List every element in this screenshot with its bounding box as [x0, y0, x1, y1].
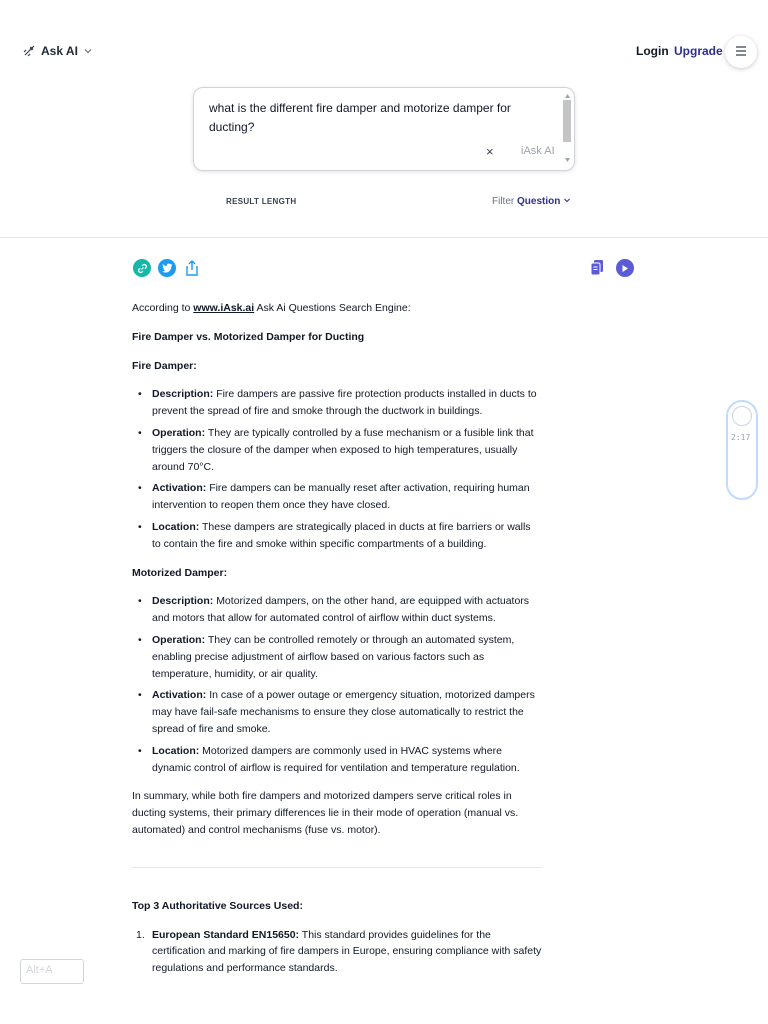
- search-box[interactable]: [193, 87, 575, 171]
- item-text: They can be controlled remotely or through an automated system, enabling precise adjustment of airflow based on various factors such as temperature, humidity, or air quality.: [152, 633, 515, 680]
- clear-icon[interactable]: ×: [486, 144, 494, 159]
- hamburger-icon: [735, 43, 747, 61]
- item-text: Fire dampers are passive fire protection products installed in ducts to prevent the spread of fire and smoke through the ductwork in buildings.: [152, 388, 537, 418]
- chevron-down-icon: [563, 196, 571, 207]
- fire-damper-list: [132, 386, 542, 552]
- search-input[interactable]: what is the different fire damper and motorize damper for ducting?: [209, 101, 511, 134]
- progress-ring-icon: [732, 406, 752, 426]
- answer-title: Fire Damper vs. Motorized Damper for Ducting: [132, 330, 365, 343]
- audio-timer-widget[interactable]: [726, 400, 758, 500]
- list-item: [132, 743, 542, 777]
- timer-value: 2:17: [731, 433, 751, 442]
- filter-dropdown[interactable]: [492, 196, 571, 207]
- intro-prefix: According to: [132, 302, 191, 314]
- item-label: Operation:: [152, 426, 206, 439]
- item-text: In case of a power outage or emergency situation, motorized dampers may have fail-safe mechanisms to ensure they close automatically to restrict the spread of fire and smoke.: [152, 689, 535, 735]
- shortcut-hint: Alt+A: [20, 959, 84, 984]
- answer-intro: [132, 300, 542, 317]
- result-length-label[interactable]: RESULT LENGTH: [226, 197, 297, 206]
- item-label: Activation:: [152, 482, 207, 495]
- motorized-damper-list: [132, 593, 542, 776]
- play-icon[interactable]: [616, 259, 634, 277]
- copy-icon[interactable]: [589, 259, 605, 277]
- sources-list: [132, 927, 542, 977]
- list-item: [132, 480, 542, 514]
- item-label: Description:: [152, 388, 214, 401]
- item-label: Description:: [152, 595, 214, 608]
- list-item: [132, 632, 542, 682]
- iask-link[interactable]: www.iAsk.ai: [193, 302, 255, 314]
- item-text: Fire dampers can be manually reset after activation, requiring human intervention to reopen them once they have closed.: [152, 482, 530, 512]
- item-text: They are typically controlled by a fuse mechanism or a fusible link that triggers the closure of the damper when exposed to high temperatures, usually around 70°C.: [152, 426, 534, 473]
- item-label: Operation:: [152, 633, 206, 646]
- item-label: Location:: [152, 744, 200, 757]
- ask-button[interactable]: iAsk AI: [521, 145, 555, 157]
- divider: [0, 237, 768, 238]
- answer-content: [132, 300, 542, 977]
- scrollbar-thumb[interactable]: [563, 100, 571, 142]
- twitter-icon[interactable]: [158, 259, 176, 277]
- intro-suffix: Ask Ai Questions Search Engine:: [256, 302, 411, 314]
- source-text: This standard provides guidelines for the certification and marking of fire dampers in Europe, ensuring compliance with safety regulations and performance standards.: [152, 928, 542, 975]
- login-link[interactable]: Login: [636, 44, 669, 58]
- item-text: These dampers are strategically placed in ducts at fire barriers or walls to contain the fire and smoke within specific compartments of a building.: [152, 520, 531, 550]
- chevron-down-icon: [83, 46, 93, 56]
- item-label: Activation:: [152, 689, 207, 702]
- list-item: [132, 425, 542, 475]
- list-item: [132, 593, 542, 627]
- fire-damper-heading: Fire Damper:: [132, 359, 197, 372]
- share-icon[interactable]: [184, 259, 200, 277]
- item-label: Location:: [152, 520, 200, 533]
- rocket-icon: [22, 44, 36, 58]
- link-icon[interactable]: [133, 259, 151, 277]
- source-number: 1.: [136, 928, 145, 941]
- item-text: Motorized dampers are commonly used in HVAC systems where dynamic control of airflow is required for ventilation and temperature regulation.: [152, 744, 520, 774]
- sources-heading: Top 3 Authoritative Sources Used:: [132, 899, 303, 912]
- filter-label: Filter: [492, 196, 515, 207]
- hamburger-menu-button[interactable]: [725, 36, 757, 68]
- upgrade-link[interactable]: Upgrade: [674, 44, 723, 58]
- source-item: [132, 927, 542, 977]
- list-item: [132, 519, 542, 553]
- source-label: European Standard EN15650:: [152, 928, 300, 941]
- ask-ai-dropdown[interactable]: [22, 44, 93, 58]
- filter-value: Question: [517, 196, 561, 207]
- item-text: Motorized dampers, on the other hand, are equipped with actuators and motors that allow for automated control of airflow within duct systems.: [152, 595, 530, 625]
- motorized-damper-heading: Motorized Damper:: [132, 566, 228, 579]
- list-item: [132, 687, 542, 737]
- brand-label: Ask AI: [41, 44, 78, 58]
- list-item: [132, 386, 542, 420]
- header: [0, 0, 768, 80]
- answer-summary: In summary, while both fire dampers and motorized dampers serve critical roles in ducting systems, their primary differences lie in their mode of operation (manual vs. automated) and control mechanisms (fuse vs. motor).: [132, 790, 519, 836]
- divider: [132, 867, 542, 868]
